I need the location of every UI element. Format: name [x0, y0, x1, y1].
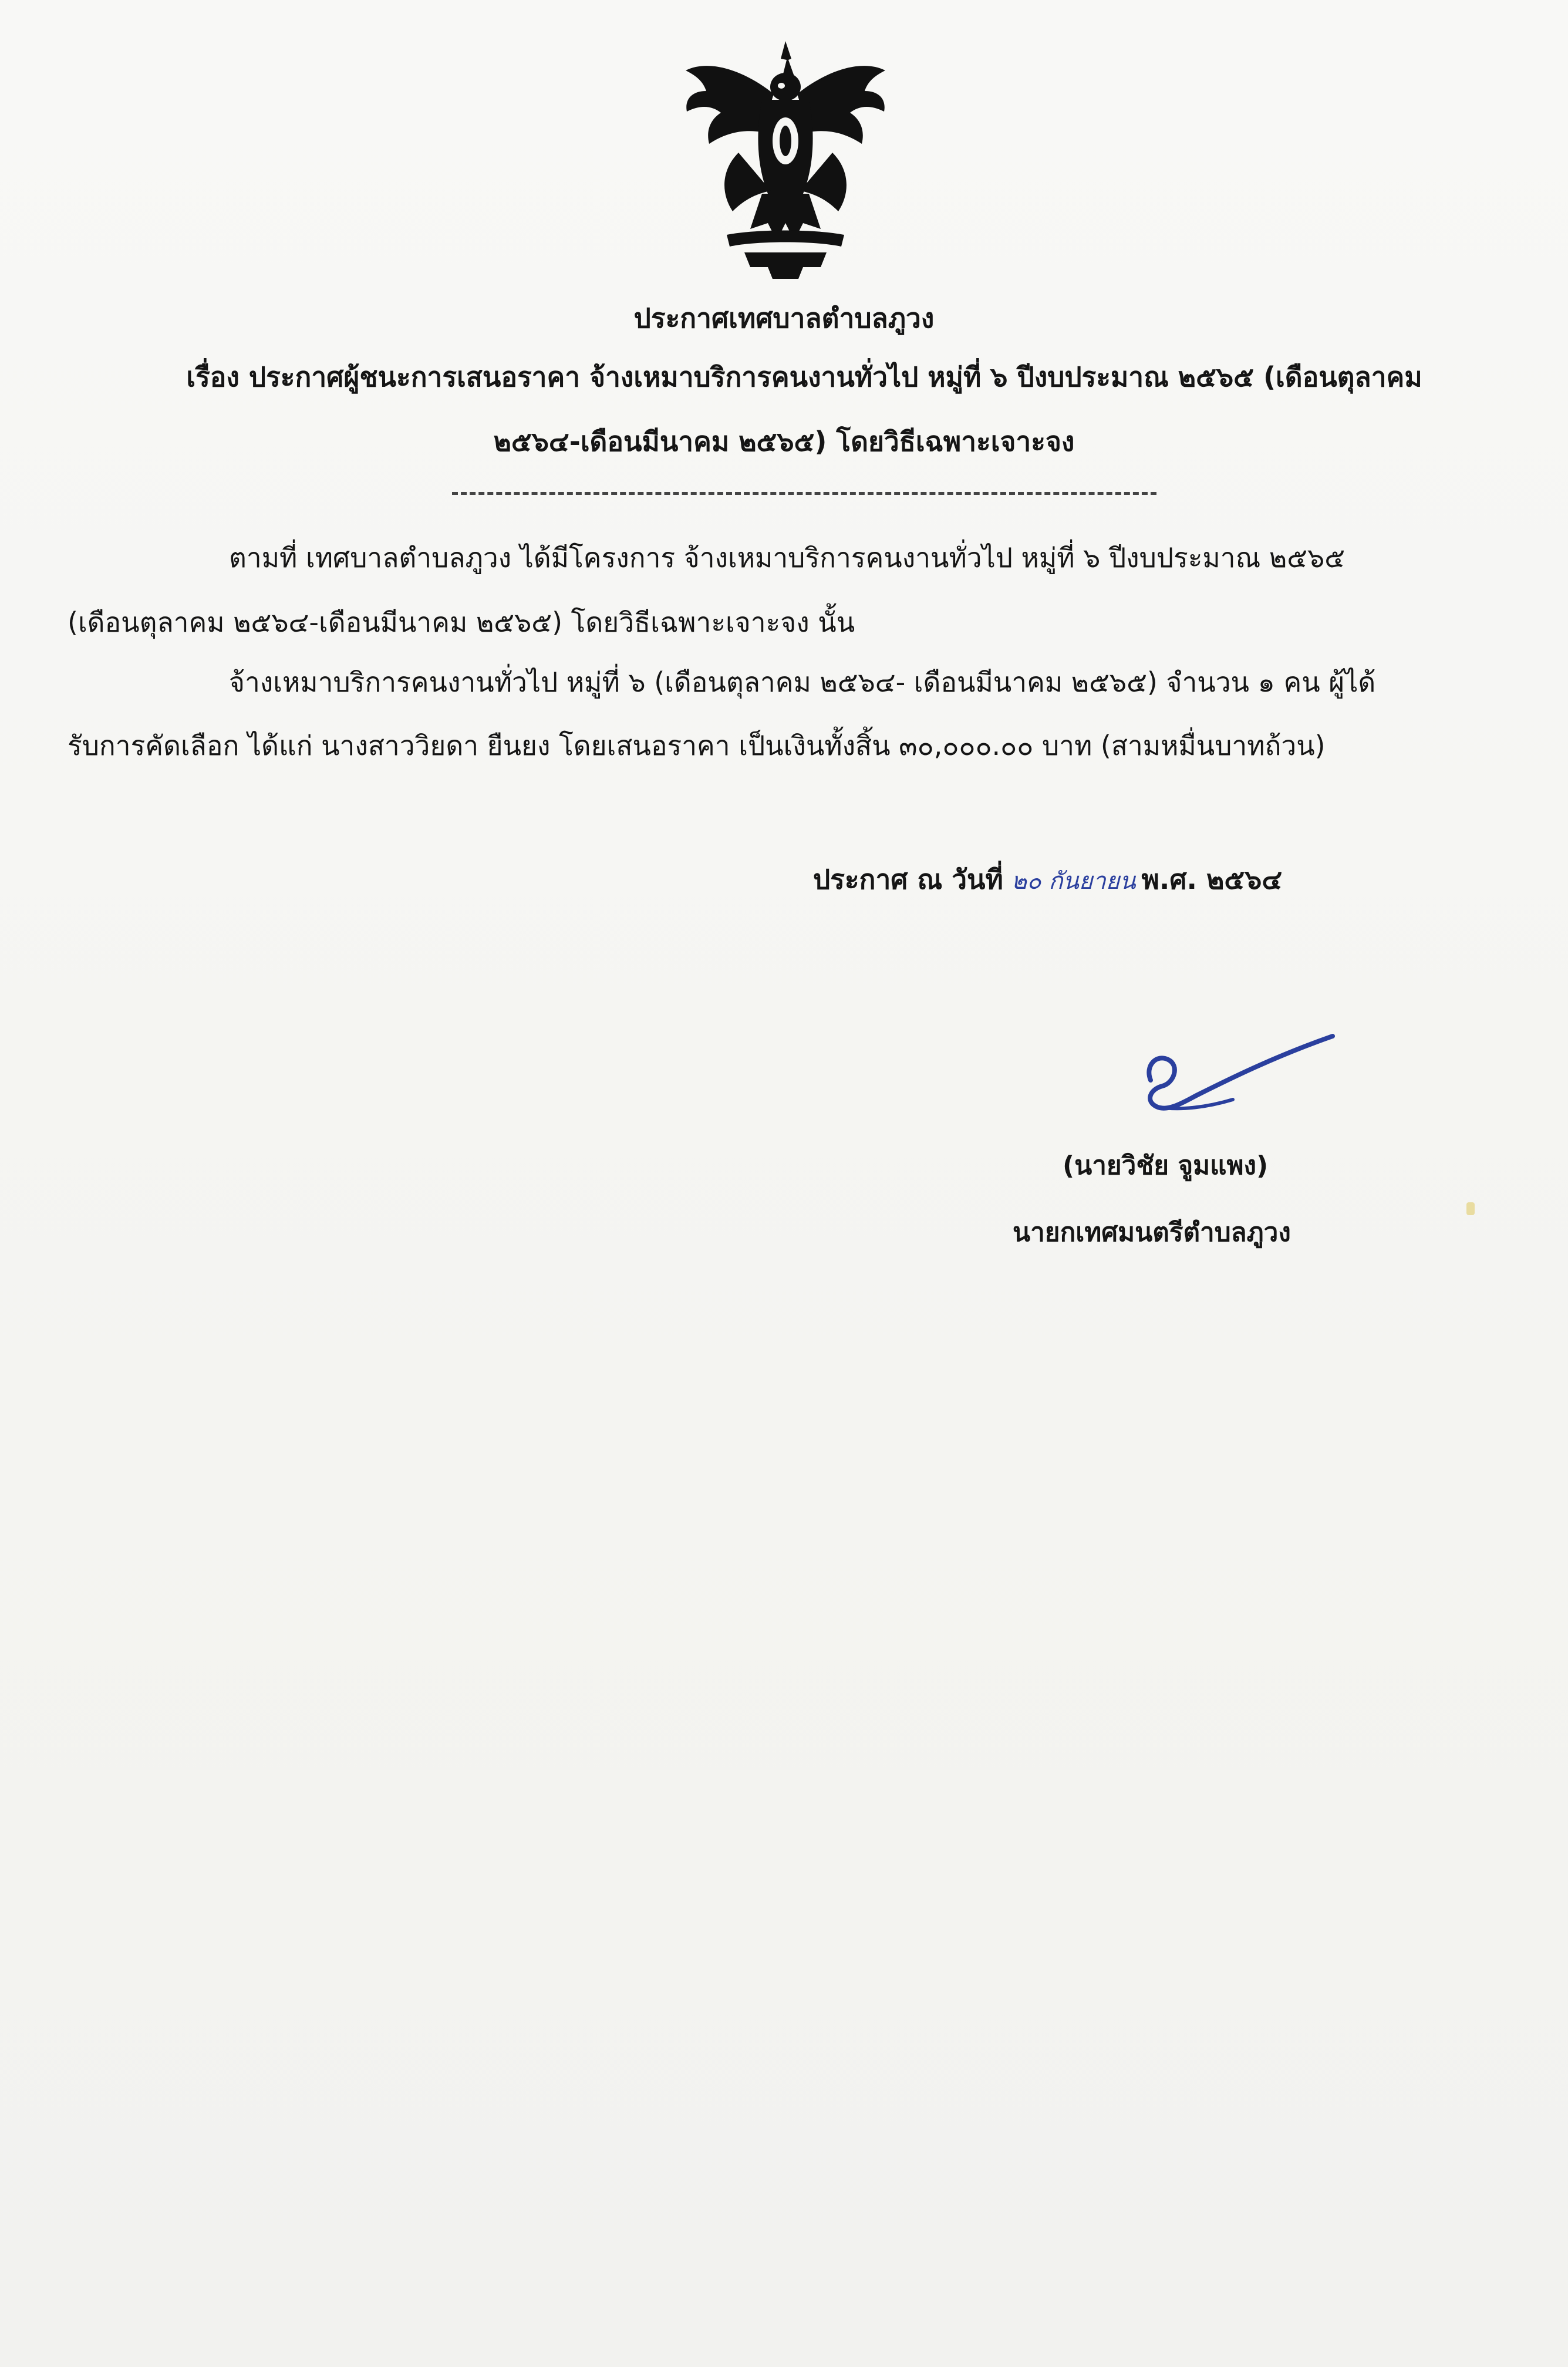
paper-stain [1466, 1202, 1475, 1215]
announcement-date-row [813, 862, 1282, 899]
agency-title: ประกาศเทศบาลตำบลภูวง [633, 302, 935, 334]
signer-title: นายกเทศมนตรีตำบลภูวง [1013, 1218, 1291, 1247]
signer-name: (นายวิชัย จูมแพง) [1063, 1151, 1269, 1181]
subject-line-1: เรื่อง ประกาศผู้ชนะการเสนอราคา จ้างเหมาบริการคนงานทั่วไป หมู่ที่ ๖ ปีงบประมาณ ๒๕๖๕ (เดือนตุลาคม [186, 361, 1422, 393]
body-paragraph-2-line-2: รับการคัดเลือก ได้แก่ นางสาววิยดา ยืนยง โดยเสนอราคา เป็นเงินทั้งสิ้น ๓๐,๐๐๐.๐๐ บาท (สามหมื่นบาทถ้วน) [68, 730, 1326, 761]
body-paragraph-1-line-1: ตามที่ เทศบาลตำบลภูวง ได้มีโครงการ จ้างเหมาบริการคนงานทั่วไป หมู่ที่ ๖ ปีงบประมาณ ๒๕๖๕ [229, 542, 1346, 574]
body-paragraph-2-line-1: จ้างเหมาบริการคนงานทั่วไป หมู่ที่ ๖ (เดือนตุลาคม ๒๕๖๔- เดือนมีนาคม ๒๕๖๕) จำนวน ๑ คน ผู้ได้ [229, 666, 1376, 698]
handwritten-signature [1133, 1024, 1344, 1124]
announcement-date-prefix: ประกาศ ณ วันที่ [813, 864, 1003, 895]
announcement-year: พ.ศ. ๒๕๖๔ [1141, 864, 1283, 895]
garuda-emblem-icon [674, 35, 897, 282]
body-paragraph-1-line-2: (เดือนตุลาคม ๒๕๖๔-เดือนมีนาคม ๒๕๖๕) โดยวิธีเฉพาะเจาะจง นั้น [68, 606, 855, 638]
title-separator [452, 492, 1156, 495]
subject-line-2: ๒๕๖๔-เดือนมีนาคม ๒๕๖๕) โดยวิธีเฉพาะเจาะจง [493, 426, 1075, 457]
handwritten-date: ๒๐ กันยายน [1011, 868, 1136, 895]
